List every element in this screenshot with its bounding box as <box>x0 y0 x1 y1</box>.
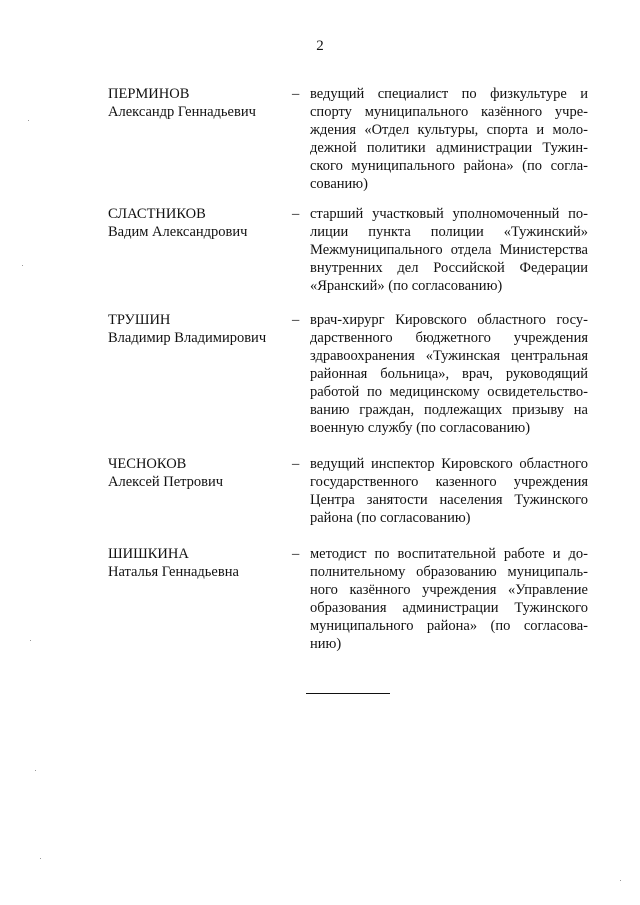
position-line: старший участковый уполномоченный по- <box>310 206 588 222</box>
position-line: образования администрации Тужинского <box>310 600 588 616</box>
member-given-names: Вадим Александрович <box>108 224 248 240</box>
scan-speck <box>30 640 31 641</box>
position-line: ванию граждан, подлежащих призыву на <box>310 402 588 418</box>
position-line: районная больница», врач, руководящий <box>310 366 588 382</box>
dash: – <box>292 456 300 472</box>
position-line: ведущий специалист по физкультуре и <box>310 86 588 102</box>
member-given-names: Наталья Геннадьевна <box>108 564 239 580</box>
member-surname: СЛАСТНИКОВ <box>108 206 206 222</box>
dash: – <box>292 546 300 562</box>
member-position <box>310 545 588 653</box>
member-position <box>310 311 588 437</box>
member-name <box>108 205 288 241</box>
scan-speck <box>28 120 29 121</box>
member-given-names: Александр Геннадьевич <box>108 104 256 120</box>
position-line: спорту муниципального казённого учре- <box>310 104 588 120</box>
position-line: лиции пункта полиции «Тужинский» <box>310 224 588 240</box>
dash: – <box>292 206 300 222</box>
position-line: здравоохранения «Тужинская центральная <box>310 348 588 364</box>
position-line: врач-хирург Кировского областного госу- <box>310 312 588 328</box>
member-surname: ЧЕСНОКОВ <box>108 456 187 472</box>
member-position <box>310 455 588 527</box>
page-number: 2 <box>316 38 324 54</box>
member-name <box>108 311 288 347</box>
position-line: Центра занятости населения Тужинского <box>310 492 588 508</box>
position-line: «Яранский» (по согласованию) <box>310 278 503 294</box>
position-line: ского муниципального района» (по согла- <box>310 158 588 174</box>
closing-rule <box>306 693 390 694</box>
member-position <box>310 85 588 193</box>
position-line: работой по медицинскому освидетельство- <box>310 384 588 400</box>
dash: – <box>292 312 300 328</box>
scan-speck <box>620 880 621 881</box>
position-line: полнительному образованию муниципаль- <box>310 564 588 580</box>
member-given-names: Алексей Петрович <box>108 474 224 490</box>
position-line: внутренних дел Российской Федерации <box>310 260 588 276</box>
member-surname: ПЕРМИНОВ <box>108 86 190 102</box>
position-line: ного казённого учреждения «Управление <box>310 582 588 598</box>
position-line: нию) <box>310 636 342 652</box>
scan-speck <box>40 858 41 859</box>
position-line: ведущий инспектор Кировского областного <box>310 456 588 472</box>
position-line: муниципального района» (по согласова- <box>310 618 588 634</box>
position-line: Межмуниципального отдела Министерства <box>310 242 588 258</box>
position-line: дарственного бюджетного учреждения <box>310 330 588 346</box>
scan-speck <box>35 770 36 771</box>
dash: – <box>292 86 300 102</box>
member-name <box>108 545 288 581</box>
member-name <box>108 455 288 491</box>
scan-speck <box>22 265 23 266</box>
member-position <box>310 205 588 295</box>
member-name <box>108 85 288 121</box>
position-line: методист по воспитательной работе и до- <box>310 546 588 562</box>
member-given-names: Владимир Владимирович <box>108 330 267 346</box>
position-line: района (по согласованию) <box>310 510 471 526</box>
position-line: государственного казенного учреждения <box>310 474 588 490</box>
position-line: военную службу (по согласованию) <box>310 420 531 436</box>
position-line: дежной политики администрации Тужин- <box>310 140 588 156</box>
position-line: сованию) <box>310 176 368 192</box>
member-surname: ТРУШИН <box>108 312 171 328</box>
member-surname: ШИШКИНА <box>108 546 189 562</box>
position-line: ждения «Отдел культуры, спорта и моло- <box>310 122 588 138</box>
